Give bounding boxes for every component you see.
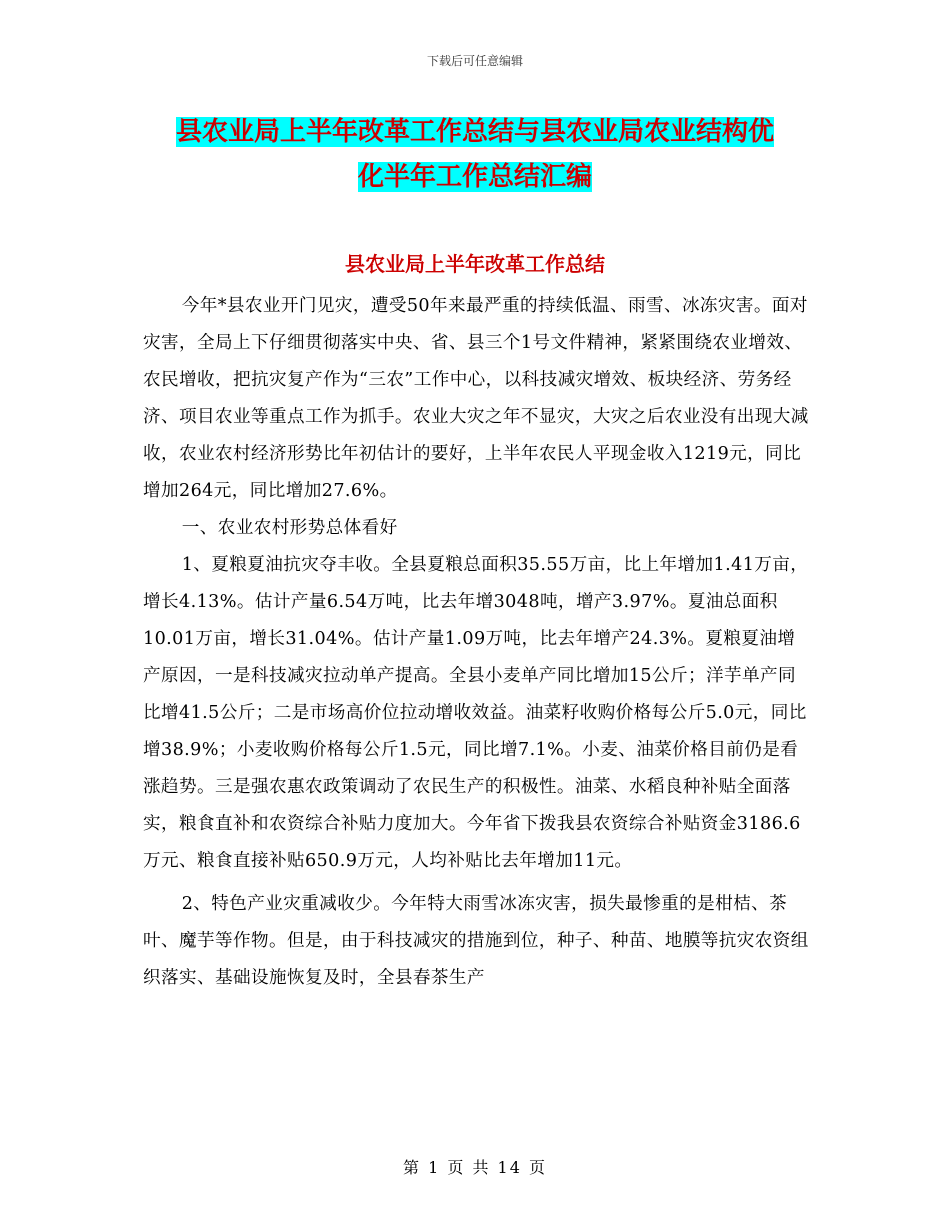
paragraph: 1、夏粮夏油抗灾夺丰收。全县夏粮总面积35.55万亩，比上年增加1.41万亩，增长4.13%。估计产量6.54万吨，比去年增3048吨，增产3.97%。夏油总面积10.01万亩，增长31.04%。估计产量1.09万吨，比去年增产24.3%。夏粮夏油增产原因，一是科技减灾拉动单产提高。全县小麦单产同比增加15公斤；洋芋单产同比增41.5公斤；二是市场高价位拉动增收效益。油菜籽收购价格每公斤5.0元，同比增38.9%；小麦收购价格每公斤1.5元，同比增7.1%。小麦、油菜价格目前仍是看涨趋势。三是强农惠农政策调动了农民生产的积极性。油菜、水稻良种补贴全面落实，粮食直补和农资综合补贴力度加大。今年省下拨我县农资综合补贴资金3186.6万元、粮食直接补贴650.9万元，人均补贴比去年增加11元。: [143, 555, 809, 871]
document-title-line-2: 化半年工作总结汇编: [357, 162, 592, 192]
page-footer: 第 1 页 共 14 页: [403, 1158, 547, 1177]
header-note: 下载后可任意编辑: [426, 54, 523, 68]
body-text: [143, 288, 811, 997]
document-title: [140, 110, 810, 200]
section-title: 县农业局上半年改革工作总结: [345, 252, 605, 276]
paragraph: 2、特色产业灾重减收少。今年特大雨雪冰冻灾害，损失最惨重的是柑桔、茶叶、魔芋等作物。但是，由于科技减灾的措施到位，种子、种苗、地膜等抗灾农资组织落实、基础设施恢复及时，全县春茶生产: [143, 894, 809, 988]
document-title-line-1: 县农业局上半年改革工作总结与县农业局农业结构优: [175, 117, 774, 147]
subheading: 一、农业农村形势总体看好: [181, 518, 398, 538]
paragraph: 今年*县农业开门见灾，遭受50年来最严重的持续低温、雨雪、冰冻灾害。面对灾害，全局上下仔细贯彻落实中央、省、县三个1号文件精神，紧紧围绕农业增效、农民增收，把抗灾复产作为“三农”工作中心，以科技减灾增效、板块经济、劳务经济、项目农业等重点工作为抓手。农业大灾之年不显灾，大灾之后农业没有出现大减收，农业农村经济形势比年初估计的要好，上半年农民人平现金收入1219元，同比增加264元，同比增加27.6%。: [143, 296, 809, 501]
